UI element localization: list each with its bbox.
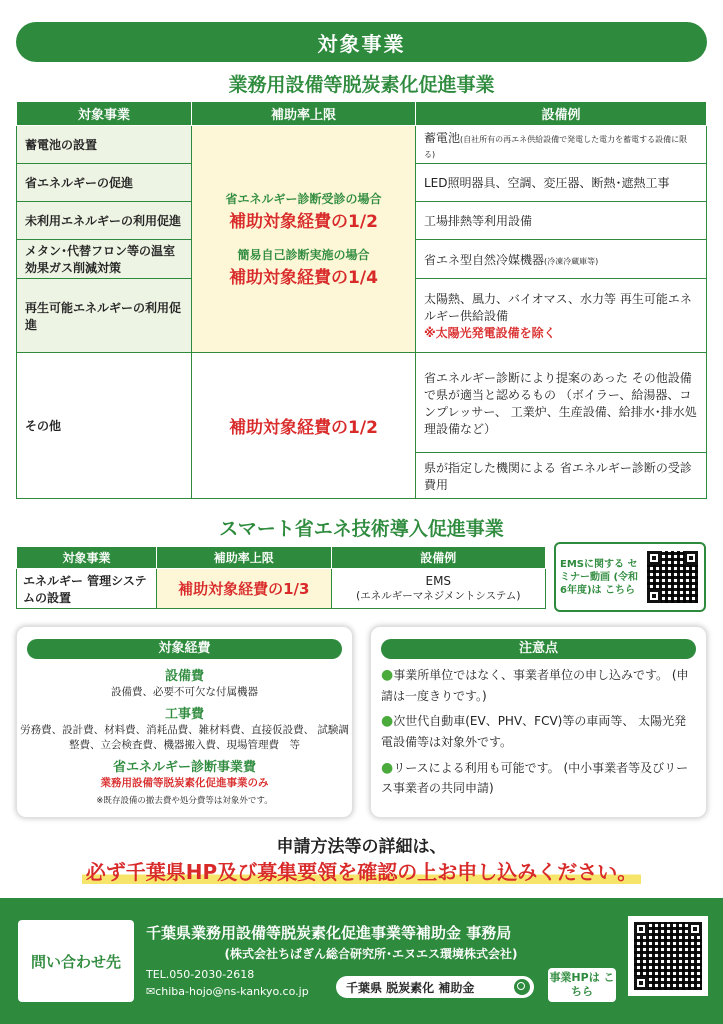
category-cell: 再生可能エネルギーの利用促進: [17, 279, 192, 353]
category-cell: 未利用エネルギーの利用促進: [17, 202, 192, 240]
phone-number[interactable]: TEL.050-2030-2618: [146, 968, 255, 981]
subsidy-table-main: [16, 101, 707, 499]
bullet-icon: ●: [381, 667, 394, 683]
category-cell-other: その他: [17, 353, 192, 499]
category-cell: 省エネルギーの促進: [17, 164, 192, 202]
equipment-text: 省エネ型自然冷媒機器: [424, 252, 545, 267]
search-keyword-text: 千葉県 脱炭素化 補助金: [346, 980, 475, 995]
equipment-cell: [416, 279, 707, 353]
page-header-bar: [16, 22, 707, 62]
col-header-equipment: 設備例: [416, 102, 707, 126]
note-item: ●リースによる利用も可能です。 (中小事業者等及びリース事業者の共同申請): [381, 759, 689, 796]
equipment-note: (冷凍冷蔵庫等): [544, 256, 599, 266]
col-header-rate: 補助率上限: [192, 102, 416, 126]
category-cell: 蓄電池の設置: [17, 126, 192, 164]
search-keyword-box[interactable]: [336, 976, 534, 998]
equipment-cell: 工場排熱等利用設備: [416, 202, 707, 240]
footer: [0, 898, 723, 1024]
equipment-text: 蓄電池: [424, 131, 461, 145]
rate-cell-main: [192, 126, 416, 353]
equipment-cell: 省エネルギー診断により提案のあった その他設備で県が適当と認めるもの （ボイラー、給湯器、コンプレッサー、 工業炉、生産設備、給排水･排水処理設備など）: [416, 353, 707, 453]
rate2-value: 補助対象経費の1/4: [229, 268, 378, 288]
rate-other-value: 補助対象経費の1/2: [229, 418, 378, 438]
equipment-cell: [416, 126, 707, 164]
subsidy-table-smart: [16, 546, 546, 609]
ems-qr-code[interactable]: [645, 549, 700, 605]
section1-title: 業務用設備等脱炭素化促進事業: [228, 74, 495, 96]
bullet-icon: ●: [381, 759, 394, 776]
rate-cell: 補助対象経費の1/3: [157, 569, 332, 609]
section2-title: スマート省エネ技術導入促進事業: [219, 518, 504, 540]
equipment-subtext: (エネルギーマネジメントシステム): [356, 590, 521, 602]
ems-seminar-text: EMSに関する セミナー動画 (令和6年度)は こちら: [560, 558, 639, 596]
apply-heading: 申請方法等の詳細は、: [276, 837, 447, 857]
notes-panel: [370, 626, 707, 818]
note-item: ●次世代自動車(EV、PHV、FCV)等の車両等、 太陽光発電設備等は対象外です。: [381, 713, 687, 749]
hp-qr-code[interactable]: [628, 916, 708, 996]
mail-icon: ✉: [146, 985, 156, 998]
rate1-label: 省エネルギー診断受診の場合: [225, 192, 382, 206]
cost-heading: 設備費: [164, 669, 204, 684]
search-icon: [514, 979, 530, 995]
project-hp-link[interactable]: 事業HPは こちら: [548, 968, 616, 1002]
rate1-value: 補助対象経費の1/2: [229, 212, 378, 232]
apply-instruction: 必ず千葉県HP及び募集要領を確認の上お申し込みください。: [0, 856, 723, 885]
audit-cost-detail: 業務用設備等脱炭素化促進事業のみ: [100, 777, 269, 789]
equipment-note: (自社所有の再エネ供給設備で発電した電力を蓄電する設備に限る): [424, 135, 688, 159]
col-header-equipment: 設備例: [331, 547, 545, 569]
equipment-cell: 県が指定した機関による 省エネルギー診断の受診費用: [416, 453, 707, 499]
rate-cell-other: [192, 353, 416, 499]
note-item: ●事業所単位ではなく、事業者単位の申し込みです。 (申請は一度きりです。): [381, 667, 689, 703]
col-header-category: 対象事業: [17, 547, 157, 569]
category-cell: エネルギー 管理システムの設置: [17, 569, 157, 609]
costs-panel: [16, 626, 353, 818]
rate2-label: 簡易自己診断実施の場合: [237, 248, 370, 262]
equipment-cell: [331, 569, 545, 609]
ems-seminar-link[interactable]: [554, 542, 706, 612]
office-name: 千葉県業務用設備等脱炭素化促進事業等補助金 事務局: [146, 924, 512, 942]
contact-label: 問い合わせ先: [18, 920, 134, 1002]
equipment-exclusion-note: ※太陽光発電設備を除く: [424, 326, 556, 340]
audit-cost-heading: 省エネルギー診断事業費: [112, 760, 256, 775]
costs-footnote: ※既存設備の撤去費や処分費等は対象外です。: [96, 796, 273, 806]
notes-list: [371, 665, 706, 798]
col-header-category: 対象事業: [17, 102, 192, 126]
equipment-cell: LED照明器具、空調、変圧器、断熱･遮熱工事: [416, 164, 707, 202]
office-companies: (株式会社ちばぎん総合研究所･エヌエス環境株式会社): [224, 947, 518, 961]
cost-heading: 工事費: [164, 707, 204, 722]
email-address[interactable]: ✉chiba-hojo@ns-kankyo.co.jp: [146, 985, 309, 998]
col-header-rate: 補助率上限: [157, 547, 332, 569]
cost-detail: 労務費、設計費、材料費、消耗品費、雑材料費、直接仮設費、 試験調整費、立会検査費、機器搬入費、現場管理費 等: [20, 724, 349, 751]
equipment-text: EMS: [425, 574, 452, 588]
equipment-cell: [416, 240, 707, 279]
page-title: 対象事業: [317, 31, 406, 56]
category-cell: メタン･代替フロン等の温室効果ガス削減対策: [17, 240, 192, 279]
equipment-text: 太陽熱、風力、バイオマス、水力等 再生可能エネルギー供給設備: [424, 292, 692, 323]
notes-panel-title: 注意点: [381, 639, 696, 659]
bullet-icon: ●: [381, 713, 394, 730]
costs-panel-title: 対象経費: [27, 639, 342, 659]
cost-detail: 設備費、必要不可欠な付属機器: [111, 686, 258, 698]
